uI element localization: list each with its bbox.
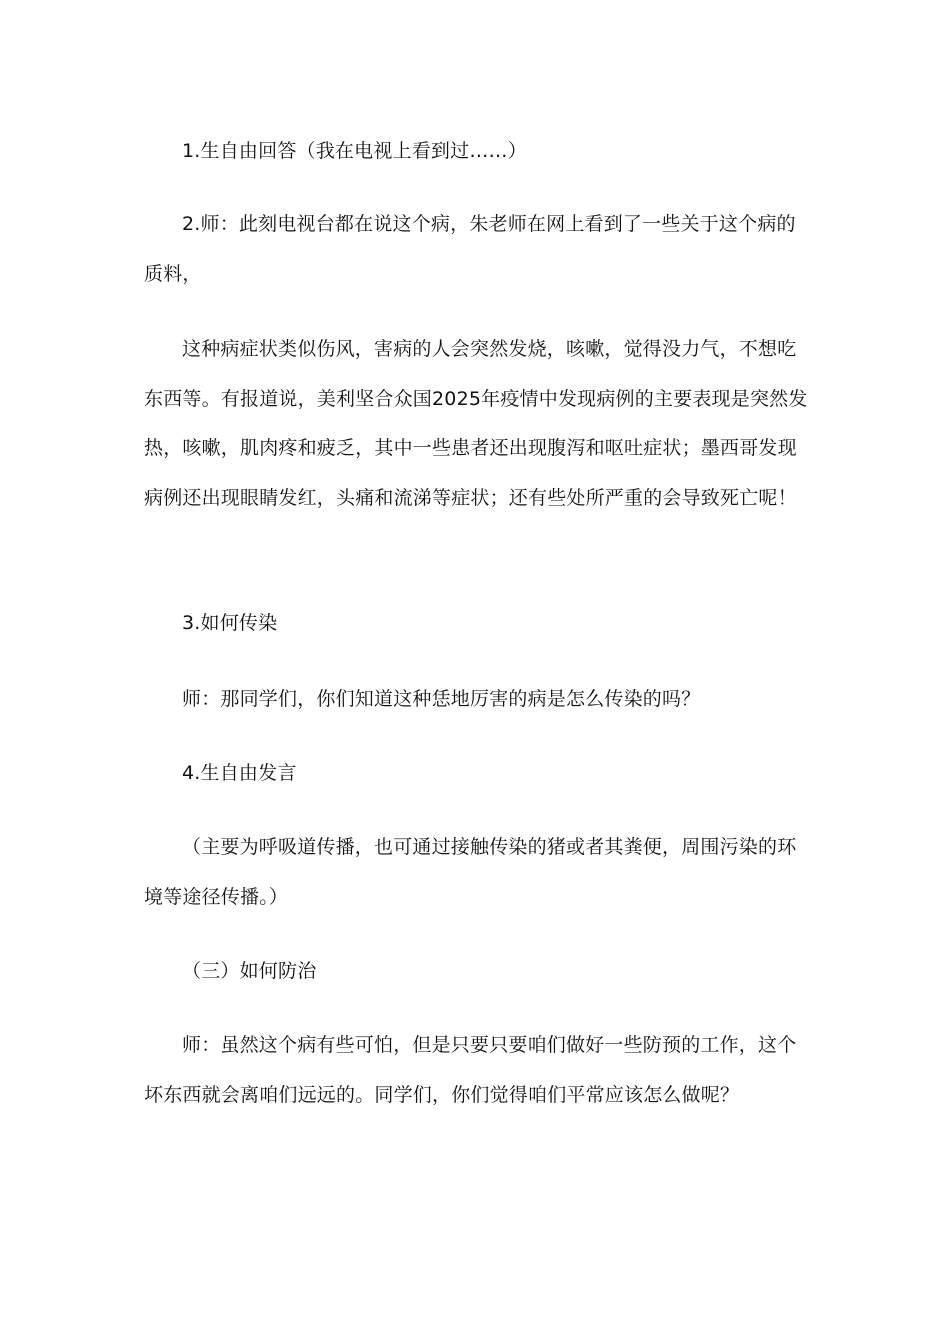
heading-transmission: 3.如何传染	[182, 612, 278, 634]
paragraph-prevention-question: 师：虽然这个病有些可怕，但是只要只要咱们做好一些防预的工作，这个坏东西就会离咱们远远的。同学们，你们觉得咱们平常应该怎么做呢？	[144, 1034, 797, 1106]
paragraph-student-speak: 4.生自由发言	[182, 762, 297, 784]
paragraph-teacher-question: 师：那同学们，你们知道这种恁地厉害的病是怎么传染的吗？	[182, 688, 701, 710]
paragraph-teacher-intro: 2.师：此刻电视台都在说这个病，朱老师在网上看到了一些关于这个病的质料，	[144, 213, 796, 285]
paragraph-student-answer: 1.生自由回答（我在电视上看到过……）	[182, 140, 527, 162]
heading-prevention: （三）如何防治	[182, 960, 317, 982]
paragraph-symptoms: 这种病症状类似伤风，害病的人会突然发烧，咳嗽，觉得没力气，不想吃东西等。有报道说，美利坚合众国2025年疫情中发现病例的主要表现是突然发热，咳嗽，肌肉疼和疲乏，其中一些患者还出现腹泻和呕吐症状；墨西哥发现病例还出现眼睛发红，头痛和流涕等症状；还有些处所严重的会导致死亡呢！	[144, 338, 808, 509]
paragraph-transmission-routes: （主要为呼吸道传播，也可通过接触传染的猪或者其粪便，周围污染的环境等途径传播。）	[144, 836, 797, 908]
